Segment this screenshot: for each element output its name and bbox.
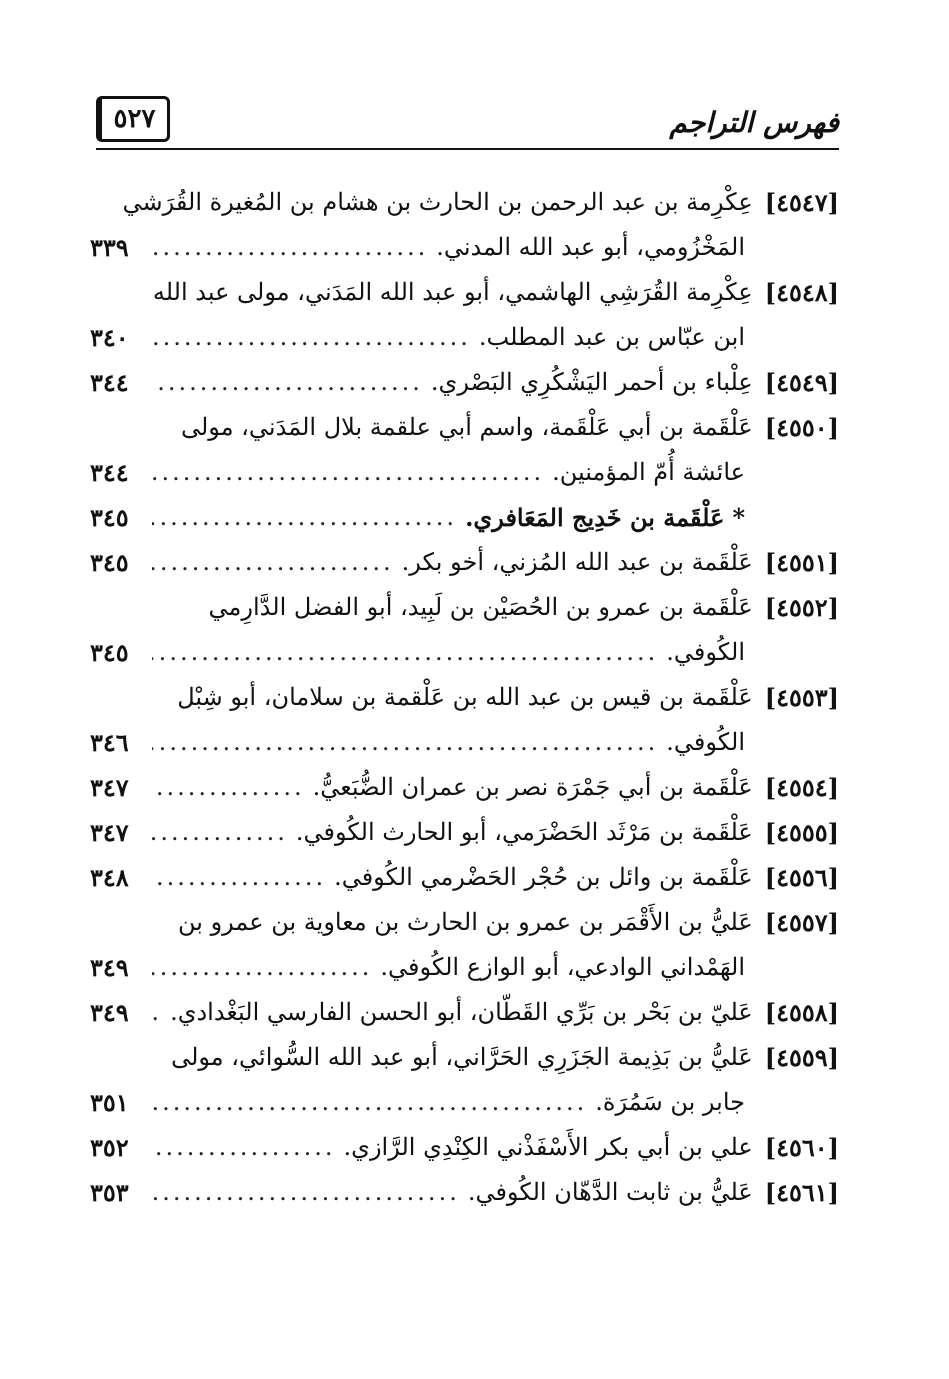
entry-name: عَليّ بن بَحْر بن بَرِّي القَطّان، أبو الحسن الفارسي البَغْدادي. — [170, 998, 753, 1026]
leader-dots — [152, 540, 394, 585]
index-entry-continuation — [90, 225, 839, 270]
entry-page: ٣٤٩ — [90, 998, 129, 1027]
leader-dots — [152, 1170, 460, 1215]
index-entry-line — [90, 270, 839, 315]
entry-name-cont: ابن عبّاس بن عبد المطلب. — [478, 323, 745, 351]
leader-dots — [152, 315, 471, 360]
leader-dots — [152, 855, 326, 900]
entry-number: [٤٥٥٩] — [764, 1043, 839, 1072]
entry-name: عَليُّ بن بَذِيمة الجَزَرِي الحَرَّاني، أبو عبد الله السُّوائي، مولى — [171, 1043, 753, 1071]
index-entry-line — [90, 855, 839, 900]
entry-page: ٣٤٧ — [90, 818, 129, 847]
index-entry-line — [90, 585, 839, 630]
entry-number: [٤٥٥٠] — [764, 413, 839, 442]
running-title: فهرس التراجم — [669, 106, 839, 139]
entry-name-cont: الكُوفي. — [666, 728, 745, 756]
entry-number: [٤٥٦١] — [764, 1178, 839, 1207]
index-entry-line — [90, 405, 839, 450]
entry-name: عَليُّ بن الأَقْمَر بن عمرو بن الحارث بن معاوية بن عمرو بن — [177, 908, 753, 936]
entry-page: ٣٥١ — [90, 1088, 129, 1117]
entry-name: عِلْباء بن أحمر اليَشْكُرِي البَصْري. — [430, 368, 753, 396]
entry-name: عِكْرِمة القُرَشِي الهاشمي، أبو عبد الله المَدَني، مولى عبد الله — [152, 278, 753, 306]
index-entry-line — [90, 1170, 839, 1215]
entry-number: [٤٥٥٦] — [764, 863, 839, 892]
index-entry-continuation — [90, 1080, 839, 1125]
leader-dots — [152, 810, 288, 855]
entry-name: عَلْقَمة بن أبي جَمْرَة نصر بن عمران الضُّبَعيُّ. — [312, 773, 753, 801]
leader-dots — [152, 495, 457, 540]
entry-name: عَلْقَمة بن قيس بن عبد الله بن عَلْقمة بن سلامان، أبو شِبْل — [177, 683, 753, 711]
index-entry-line — [90, 540, 839, 585]
entry-number: [٤٥٤٨] — [764, 278, 839, 307]
entry-page: ٣٤٨ — [90, 863, 129, 892]
entry-page: ٣٣٩ — [90, 233, 129, 262]
star-marker: * — [732, 503, 745, 532]
leader-dots — [152, 225, 428, 270]
entry-number: [٤٥٤٧] — [764, 188, 839, 217]
index-entry-line — [90, 360, 839, 405]
entry-name-cont: عائشة أُمّ المؤمنين. — [552, 458, 745, 486]
entry-name: عَلْقَمة بن مَرْثَد الحَضْرَمي، أبو الحارث الكُوفي. — [295, 818, 753, 846]
index-entry-line — [90, 1035, 839, 1080]
leader-dots — [152, 630, 658, 675]
entry-name-cont: جابر بن سَمُرَة. — [595, 1088, 745, 1116]
index-entry-line — [90, 810, 839, 855]
entry-name: عِكْرِمة بن عبد الرحمن بن الحارث بن هشام بن المُغيرة القُرَشي — [122, 188, 753, 216]
index-entry-continuation — [90, 630, 839, 675]
entry-name: عَلْقَمة بن أبي عَلْقَمة، واسم أبي علقمة بلال المَدَني، مولى — [180, 413, 753, 441]
entry-name: عَلْقَمة بن عمرو بن الحُصَيْن بن لَبِيد، أبو الفضل الدَّارِمي — [208, 593, 753, 621]
entry-page: ٣٥٢ — [90, 1133, 129, 1162]
entry-number: [٤٥٤٩] — [764, 368, 839, 397]
leader-dots — [152, 720, 658, 765]
leader-dots — [152, 945, 372, 990]
entry-number: [٤٥٥٤] — [764, 773, 839, 802]
entry-page: ٣٤٠ — [90, 323, 129, 352]
entry-name: عَلْقَمة بن وائل بن حُجْر الحَضْرمي الكُوفي. — [334, 863, 753, 891]
entry-name-cont: الكُوفي. — [666, 638, 745, 666]
entry-page: ٣٤٥ — [90, 548, 129, 577]
entry-number: [٤٥٥٢] — [764, 593, 839, 622]
index-entry-continuation — [90, 945, 839, 990]
biography-index-list — [90, 180, 839, 1215]
index-entry-line — [90, 990, 839, 1035]
index-entry-line — [90, 900, 839, 945]
entry-name: علي بن أبي بكر الأَسْفَذْني الكِنْدِي الرَّازي. — [343, 1133, 753, 1161]
entry-name: عَليُّ بن ثابت الدَّهّان الكُوفي. — [467, 1178, 753, 1206]
index-entry-starred — [90, 495, 839, 540]
index-entry-continuation — [90, 720, 839, 765]
entry-number: [٤٥٥٥] — [764, 818, 839, 847]
entry-page: ٣٤٦ — [90, 728, 129, 757]
index-entry-continuation — [90, 315, 839, 360]
index-entry-line — [90, 675, 839, 720]
entry-number: [٤٥٦٠] — [764, 1133, 839, 1162]
entry-name-cont: المَخْزُومي، أبو عبد الله المدني. — [436, 233, 745, 261]
page-header — [96, 96, 839, 152]
leader-dots — [152, 360, 423, 405]
index-entry-line — [90, 765, 839, 810]
header-rule — [96, 148, 839, 150]
entry-page: ٣٤٤ — [90, 368, 129, 397]
entry-name: عَلْقَمة بن عبد الله المُزني، أخو بكر. — [401, 548, 753, 576]
entry-page: ٣٥٣ — [90, 1178, 129, 1207]
entry-number: [٤٥٥١] — [764, 548, 839, 577]
entry-number: [٤٥٥٣] — [764, 683, 839, 712]
page-number-box: ٥٢٧ — [96, 96, 170, 142]
entry-name-cont: الهَمْداني الوادعي، أبو الوازع الكُوفي. — [380, 953, 745, 981]
index-entry-line — [90, 1125, 839, 1170]
leader-dots — [152, 990, 162, 1035]
entry-page: ٣٤٩ — [90, 953, 129, 982]
entry-number: [٤٥٥٧] — [764, 908, 839, 937]
index-entry-line — [90, 180, 839, 225]
index-entry-continuation — [90, 450, 839, 495]
leader-dots — [152, 1080, 587, 1125]
entry-page: ٣٤٥ — [90, 638, 129, 667]
leader-dots — [152, 450, 544, 495]
entry-number: [٤٥٥٨] — [764, 998, 839, 1027]
entry-page: ٣٤٧ — [90, 773, 129, 802]
entry-page: ٣٤٥ — [90, 503, 129, 532]
leader-dots — [152, 1125, 336, 1170]
entry-name: عَلْقَمة بن خَدِيج المَعَافري. — [465, 503, 725, 532]
leader-dots — [152, 765, 305, 810]
entry-page: ٣٤٤ — [90, 458, 129, 487]
